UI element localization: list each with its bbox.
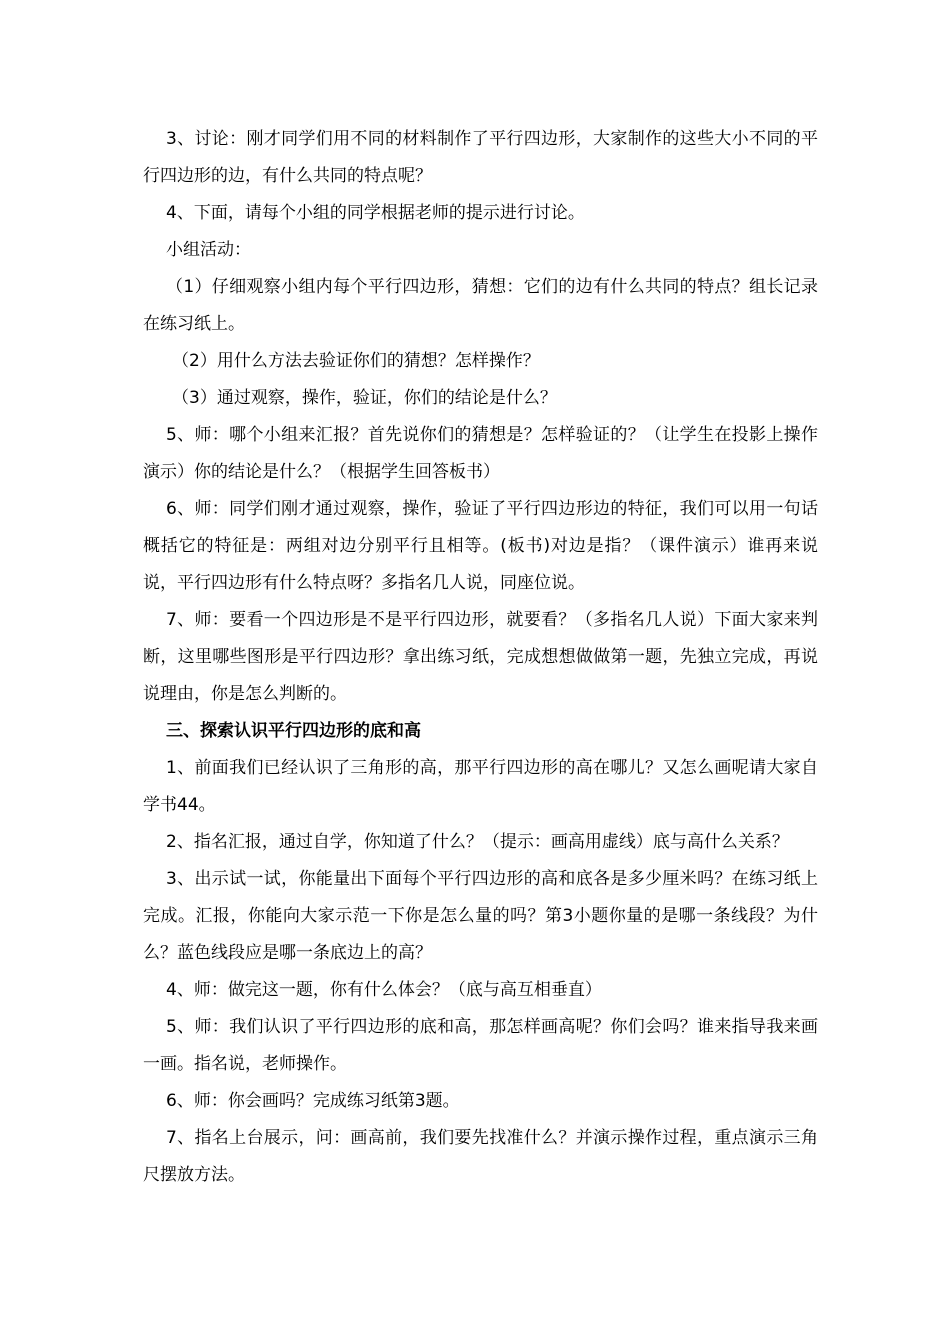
paragraph-group-activity-label: 小组活动： <box>166 240 251 260</box>
paragraph-base-height-7: 7、指名上台展示，问：画高前，我们要先找准什么？并演示操作过程，重点演示三角尺摆放方法。 <box>143 1128 818 1185</box>
paragraph-base-height-6: 6、师：你会画吗？完成练习纸第3题。 <box>166 1091 460 1111</box>
paragraph-teacher-7: 7、师：要看一个四边形是不是平行四边形，就要看？（多指名几人说）下面大家来判断，这里哪些图形是平行四边形？拿出练习纸，完成想想做做第一题，先独立完成，再说说理由，你是怎么判断的。 <box>143 610 818 704</box>
paragraph-base-height-3: 3、出示试一试，你能量出下面每个平行四边形的高和底各是多少厘米吗？在练习纸上完成。汇报，你能向大家示范一下你是怎么量的吗？第3小题你量的是哪一条线段？为什么？蓝色线段应是哪一条底边上的高？ <box>143 869 818 963</box>
paragraph-activity-2: （2）用什么方法去验证你们的猜想？怎样操作？ <box>172 351 540 371</box>
paragraph-base-height-5: 5、师：我们认识了平行四边形的底和高，那怎样画高呢？你们会吗？谁来指导我来画一画。指名说，老师操作。 <box>143 1017 818 1074</box>
paragraph-teacher-6: 6、师：同学们刚才通过观察，操作，验证了平行四边形边的特征，我们可以用一句话概括它的特征是：两组对边分别平行且相等。(板书)对边是指？（课件演示）谁再来说说，平行四边形有什么特点呀？多指名几人说，同座位说。 <box>143 499 818 593</box>
document-page <box>143 121 818 1194</box>
paragraph-activity-1: （1）仔细观察小组内每个平行四边形，猜想：它们的边有什么共同的特点？组长记录在练习纸上。 <box>143 277 818 334</box>
section-heading: 三、探索认识平行四边形的底和高 <box>166 721 421 741</box>
paragraph-discussion: 3、讨论：刚才同学们用不同的材料制作了平行四边形，大家制作的这些大小不同的平行四边形的边，有什么共同的特点呢？ <box>143 129 818 186</box>
paragraph-group-discussion: 4、下面，请每个小组的同学根据老师的提示进行讨论。 <box>166 203 585 223</box>
paragraph-base-height-4: 4、师：做完这一题，你有什么体会？（底与高互相垂直） <box>166 980 602 1000</box>
paragraph-activity-3: （3）通过观察，操作，验证，你们的结论是什么？ <box>172 388 557 408</box>
paragraph-base-height-2: 2、指名汇报，通过自学，你知道了什么？（提示：画高用虚线）底与高什么关系？ <box>166 832 789 852</box>
paragraph-teacher-5: 5、师：哪个小组来汇报？首先说你们的猜想是？怎样验证的？（让学生在投影上操作演示）你的结论是什么？（根据学生回答板书） <box>143 425 818 482</box>
paragraph-base-height-1: 1、前面我们已经认识了三角形的高，那平行四边形的高在哪儿？又怎么画呢请大家自学书44。 <box>143 758 818 815</box>
